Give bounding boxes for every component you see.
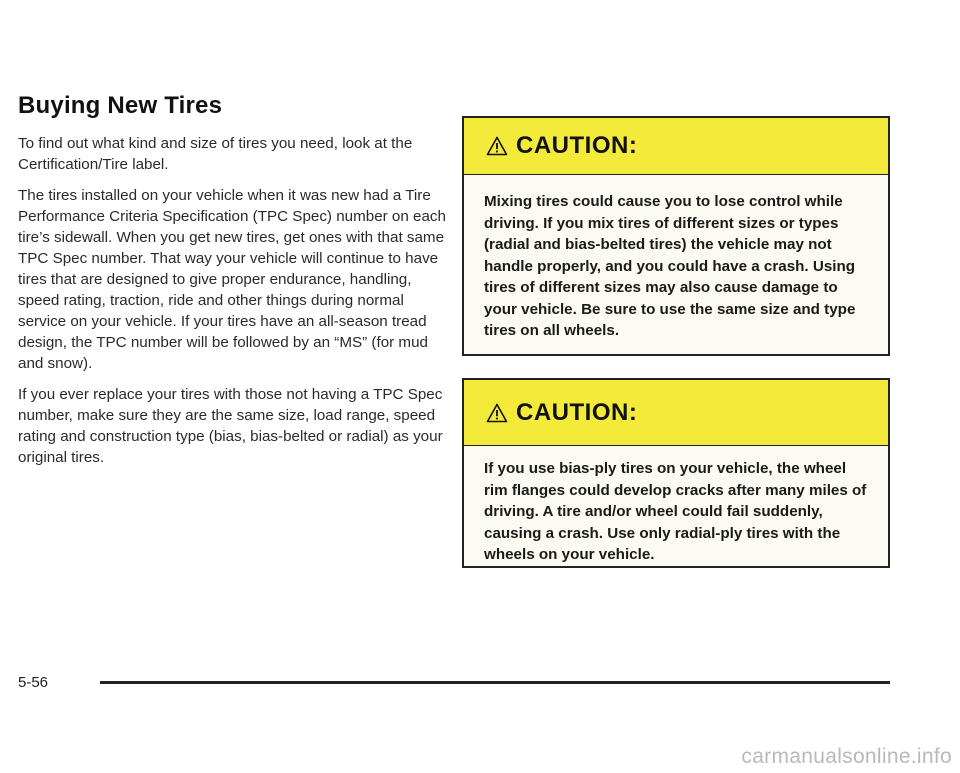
warning-triangle-icon <box>486 136 508 156</box>
watermark: carmanualsonline.info <box>741 745 952 768</box>
footer-rule <box>100 681 890 684</box>
caution-header <box>464 118 888 175</box>
paragraph: If you ever replace your tires with those not having a TPC Spec number, make sure they are the same size, load range, speed rating and construction type (bias, bias-belted or radial) as your original tires. <box>18 386 443 466</box>
paragraph: The tires installed on your vehicle when it was new had a Tire Performance Criteria Specification (TPC Spec) number on each tire’s sidewall. When you get new tires, get ones with that same TPC Spec number. That way your vehicle will continue to have tires that are designed to give proper endurance, handling, speed rating, traction, ride and other things during normal service on your vehicle. If your tires have an all-season tread design, the TPC number will be followed by an “MS” (for mud and snow). <box>18 187 446 372</box>
warning-triangle-icon <box>486 403 508 423</box>
caution-text: Mixing tires could cause you to lose control while driving. If you mix tires of different sizes or types (radial and bias-belted tires) the vehicle may not handle properly, and you could have a crash. Using tires of different sizes may also cause damage to your vehicle. Be sure to use the same size and type tires on all wheels. <box>484 193 856 339</box>
page-title: Buying New Tires <box>18 92 223 119</box>
caution-label: CAUTION: <box>516 398 638 426</box>
caution-label: CAUTION: <box>516 132 638 159</box>
body-text <box>18 133 456 478</box>
caution-header <box>464 380 888 446</box>
caution-box-bias-ply <box>462 378 890 568</box>
caution-text: If you use bias-ply tires on your vehicle, the wheel rim flanges could develop cracks after many miles of driving. A tire and/or wheel could fail suddenly, causing a crash. Use only radial-ply tires with the wheels on your vehicle. <box>484 460 867 563</box>
caution-box-mixing-tires <box>462 116 890 356</box>
paragraph: To find out what kind and size of tires you need, look at the Certification/Tire label. <box>18 135 413 173</box>
page-number: 5-56 <box>18 674 49 691</box>
